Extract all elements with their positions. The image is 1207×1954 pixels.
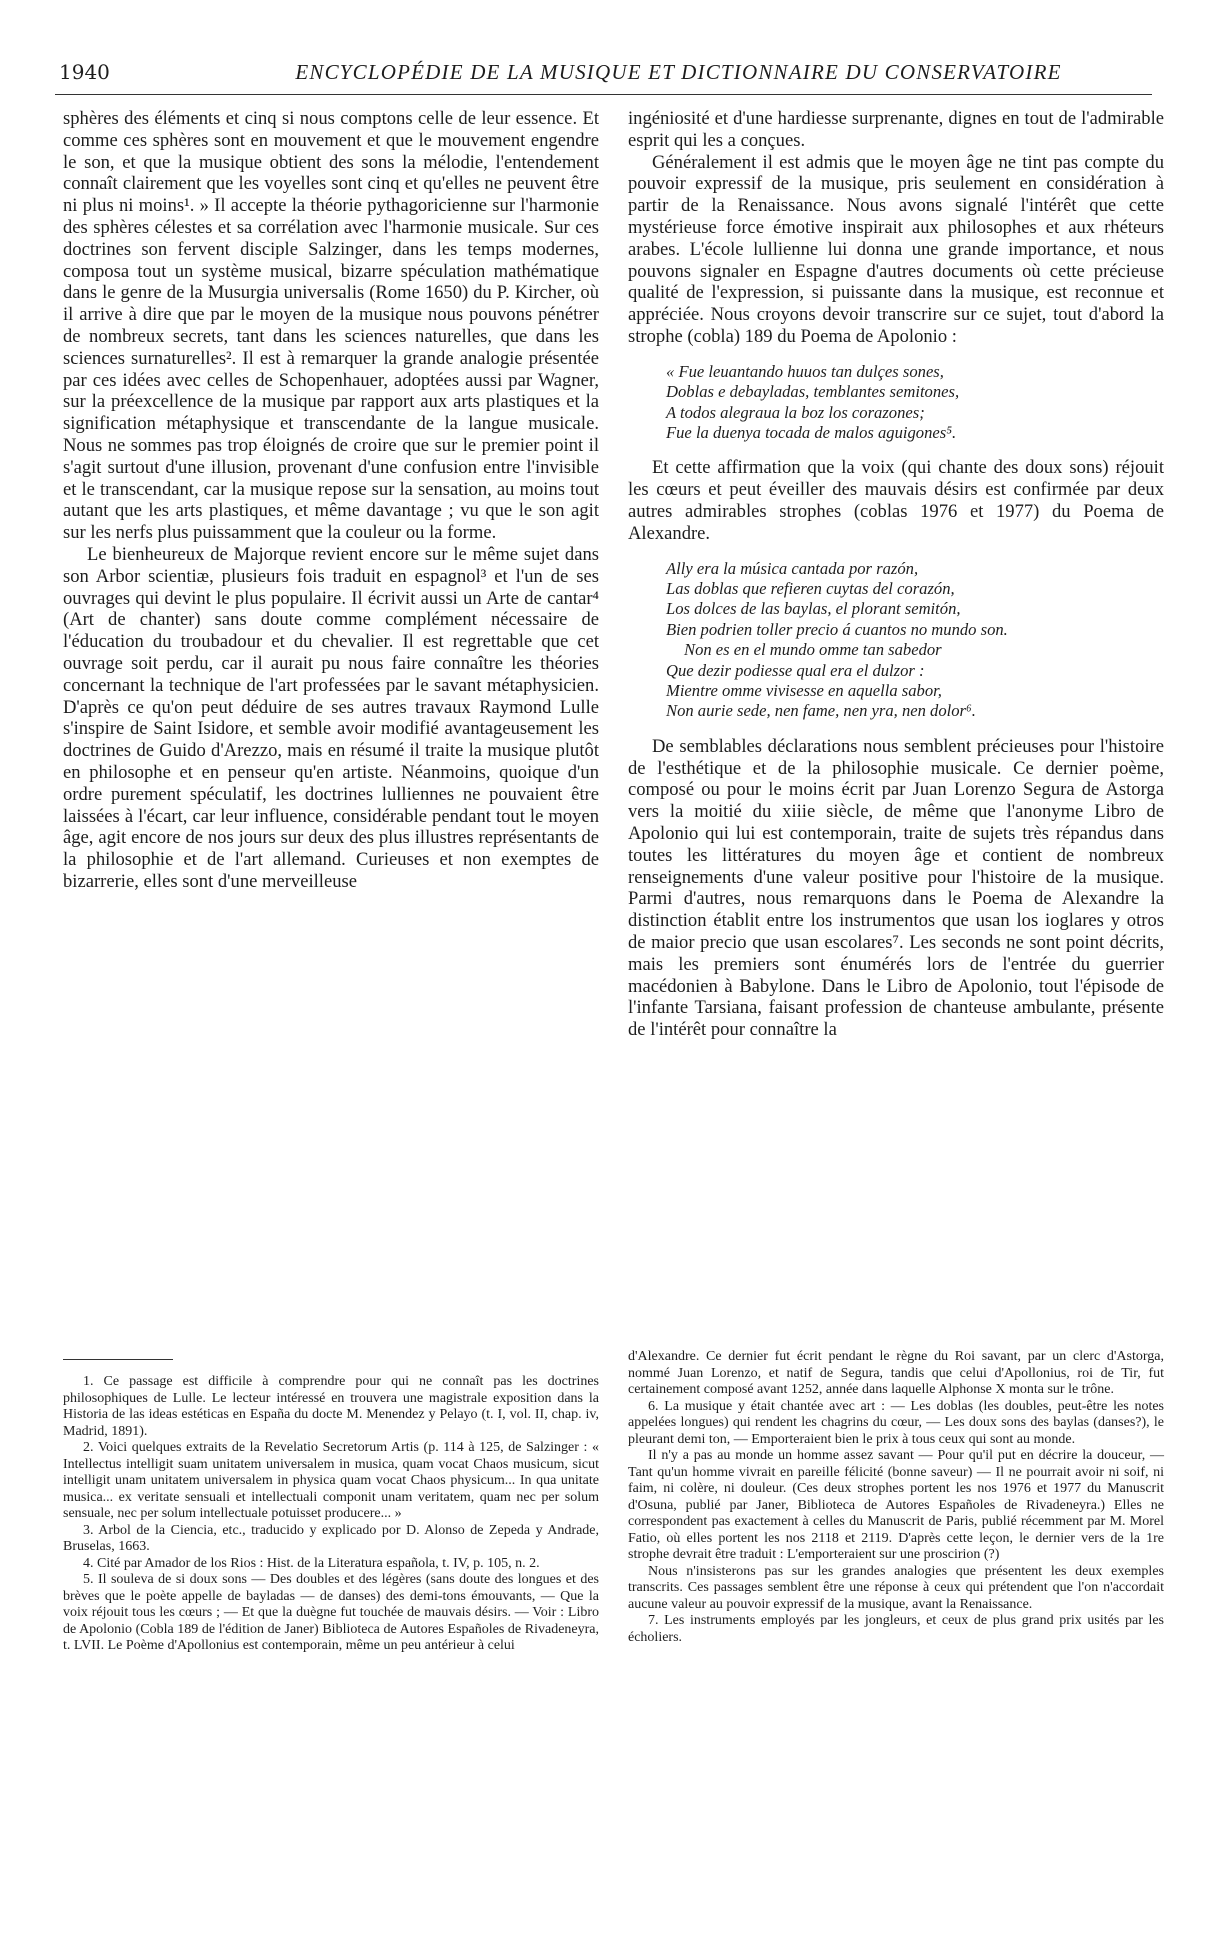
poem-line: Que dezir podiesse qual era el dulzor : — [666, 660, 925, 680]
poem-line: Non es en el mundo omme tan sabedor — [684, 640, 942, 660]
poem-line: A todos alegraua la boz los corazones; — [666, 402, 925, 422]
poem-apolonio — [666, 362, 1164, 444]
footnotes-right — [628, 1349, 1164, 1646]
page-number: 1940 — [59, 60, 110, 84]
paragraph: Le bienheureux de Majorque revient encore sur le même sujet dans son Arbor scientiæ, plusieurs fois traduit en espagnol³ et l'un de ses ouvrages qui devint le plus populaire. Il écrivit aussi un Arte de cantar⁴ (Art de chanter) sans doute comme complément nécessaire de l'éducation du troubadour et du chevalier. Il est regrettable que cet ouvrage soit perdu, car il aurait pu nous faire connaître les théories concernant la technique de l'art professées par le savant métaphysicien. D'après ce qu'on peut déduire de ses autres travaux Raymond Lulle s'inspire de Saint Isidore, et semble avoir modifié avantageusement les doctrines de Guido d'Arezzo, mais en résumé il traite la musique plutôt en philosophe et en penseur qu'en artiste. Néanmoins, quoique d'un ordre purement spéculatif, les doctrines lulliennes ne pouvaient être laissées à l'écart, car leur influence, considérable pendant tout le moyen âge, agit encore de nos jours sur deux des plus illustres représentants de la philosophie et de l'art allemand. Curieuses et non exemptes de bizarrerie, elles sont d'une merveilleuse — [63, 543, 599, 892]
footnote: 2. Voici quelques extraits de la Revelatio Secretorum Artis (p. 114 à 125, de Salzinger : « Intellectus intelligit suam unitatem universalem in musica, quam vocat Chaos musicum, sicut intelligit unam unitatem universalem in physica quam vocat Chaos physicum... In qua unitate musica... ex veritate sensuali et intellectuali componit unam veritatem, quam nec per solum sensuale, nec per solum intellectuale potuisset producere... » — [63, 1440, 599, 1521]
footnote: Il n'y a pas au monde un homme assez savant — Pour qu'il put en décrire la douceur, — Tant qu'un homme vivrait en pareille félicité (bonne saveur) — Il ne pourrait avoir ni soif, ni faim, ni colère, ni douleur. (Ces deux strophes portent les nos 1976 et 1977 du Manuscrit d'Osuna, publié par Janer, Biblioteca de Autores Españoles de Rivadeneyra.) Elles ne correspondent pas exactement à celles du Manuscrit de Paris, publié récemment par M. Morel Fatio, où elles portent les nos 2118 et 2119. D'après cette leçon, le dernier vers de la 1re strophe devrait être traduit : L'emporteraient sur une proscirion (?) — [628, 1448, 1164, 1562]
left-column — [63, 108, 599, 893]
poem-line: Mientre omme vivisesse en aquella sabor, — [666, 681, 942, 701]
footnote: 4. Cité par Amador de los Rios : Hist. de la Literatura española, t. IV, p. 105, n. 2. — [83, 1555, 540, 1571]
footnote: 7. Les instruments employés par les jongleurs, et ceux de plus grand prix usités par les écholiers. — [628, 1613, 1164, 1645]
paragraph: sphères des éléments et cinq si nous comptons celle de leur essence. Et comme ces sphères sont en mouvement et que le mouvement engendre le son, et que la musique obtient des sons la mélodie, l'entendement connaît clairement que les voyelles sont cinq et qu'elles ne peuvent être ni plus ni moins¹. » Il accepte la théorie pythagoricienne sur l'harmonie des sphères célestes et sa corrélation avec l'harmonie musicale. Sur ces doctrines son fervent disciple Salzinger, dans les temps modernes, composa tout un système musical, bizarre spéculation mathématique dans le genre de la Musurgia universalis (Rome 1650) du P. Kircher, où il arrive à dire que par le moyen de la musique nous pouvons pénétrer de nombreux secrets, tant dans les sciences naturelles, que dans les sciences surnaturelles². Il est à remarquer la grande analogie présentée par ces idées avec celles de Schopenhauer, adoptées aussi par Wagner, sur la préexcellence de la musique par rapport aux arts plastiques et la signification métaphysique et transcendante de la langue musicale. Nous ne sommes pas trop éloignés de croire que sur le premier point il s'agit surtout d'une illusion, provenant d'une confusion entre l'invisible et le transcendant, car la musique repose sur la sensation, au moins tout autant que les arts plastiques, et même davantage ; vu que le son agit sur les nerfs plus puissamment que la couleur ou la forme. — [63, 108, 599, 544]
poem-alexandre — [666, 559, 1164, 722]
poem-line: Fue la duenya tocada de malos aguigones⁵. — [666, 422, 957, 442]
footnote: 3. Arbol de la Ciencia, etc., traducido y explicado por D. Alonso de Zepeda y Andrade, Bruselas, 1663. — [63, 1522, 599, 1554]
poem-line: Las doblas que refieren cuytas del corazón, — [666, 578, 955, 598]
poem-line: Doblas e debayladas, temblantes semitones, — [666, 382, 960, 402]
paragraph: Généralement il est admis que le moyen âge ne tint pas compte du pouvoir expressif de la musique, pris seulement en considération à partir de la Renaissance. Nous avons signalé l'intérêt que cette mystérieuse force émotive inspirait aux philosophes et aux rhéteurs arabes. L'école lullienne lui donna une grande importance, et nous pouvons signaler en Espagne d'autres documents où cette précieuse qualité de l'expression, si puissante dans la musique, est reconnue et appréciée. Nous croyons devoir transcrire sur ce sujet, tout d'abord la strophe (cobla) 189 du Poema de Apolonio : — [628, 151, 1164, 347]
footnote: 1. Ce passage est difficile à comprendre pour qui ne connaît pas les doctrines philosophiques de Lulle. Le lecteur intéressé en trouvera une magistrale exposition dans la Historia de las ideas estéticas en España du docte M. Menendez y Pelayo (t. I, vol. II, chap. iv, Madrid, 1891). — [63, 1374, 599, 1439]
footnote: 6. La musique y était chantée avec art : — Les doblas (les doubles, peut-être les notes appelées longues) qui rendent les chagrins du cœur, — Les doux sons des baylas (danses?), le pleurant demi ton, — Emporteraient bien le prix à tous ceux qui sont au monde. — [628, 1398, 1164, 1447]
footnotes-left — [63, 1374, 599, 1655]
footnote: Nous n'insisterons pas sur les grandes analogies que présentent les deux exemples transcrits. Ces passages semblent être une réponse à ceux qui prétendent que l'on n'accordait aucune valeur au pouvoir expressif de la musique, avant la Renaissance. — [628, 1563, 1164, 1612]
footnote-rule — [63, 1359, 173, 1360]
page-header — [55, 58, 1152, 95]
right-column — [628, 108, 1164, 1041]
paragraph: De semblables déclarations nous semblent précieuses pour l'histoire de l'esthétique et de la philosophie musicale. Ce dernier poème, composé ou pour le moins écrit par Juan Lorenzo Segura de Astorga vers la moitié du xiiie siècle, de même que l'anonyme Libro de Apolonio qui lui est contemporain, traite de sujets très répandus dans toutes les littératures du moyen âge et contient de nombreux renseignements d'une valeur positive pour l'histoire de la musique. Parmi d'autres, nous remarquons dans le Poema de Alexandre la distinction établit entre los instrumentos que usan los ioglares y otros de maior precio que usan escolares⁷. Les seconds ne sont point décrits, mais les premiers sont énumérés lors de l'entrée du guerrier macédonien à Babylone. Dans le Libro de Apolonio, tout l'épisode de l'infante Tarsiana, faisant profession de chanteuse ambulante, présente de l'intérêt pour connaître la — [628, 735, 1164, 1041]
poem-line: Los dolces de las baylas, el plorant semitón, — [666, 599, 961, 619]
paragraph: Et cette affirmation que la voix (qui chante des doux sons) réjouit les cœurs et peut éveiller des mauvais désirs est confirmée par deux autres admirables strophes (coblas 1976 et 1977) du Poema de Alexandre. — [628, 457, 1164, 544]
footnote: d'Alexandre. Ce dernier fut écrit pendant le règne du Roi savant, par un clerc d'Astorga, nommé Juan Lorenzo, et natif de Segura, tandis que celui d'Apollonius, roi de Tir, fut certainement composé avant 1252, année dans laquelle Alphonse X monta sur le trône. — [628, 1349, 1164, 1397]
poem-line: Ally era la música cantada por razón, — [666, 558, 919, 578]
footnote: 5. Il souleva de si doux sons — Des doubles et des légères (sans doute des longues et des brèves que le poète appelle de bayladas — de danses) des demi-tons émouvants, — Que la voix réjouit tous les cœurs ; — Et que la duègne fut touchée de mauvais désirs. — Voir : Libro de Apolonio (Cobla 189 de l'édition de Janer) Biblioteca de Autores Españoles de Rivadeneyra, t. LVII. Le Poème d'Apollonius est contemporain, même un peu antérieur à celui — [63, 1572, 599, 1653]
running-title: ENCYCLOPÉDIE DE LA MUSIQUE ET DICTIONNAIRE DU CONSERVATOIRE — [295, 60, 1062, 84]
paragraph: ingéniosité et d'une hardiesse surprenante, dignes en tout de l'admirable esprit qui les a conçues. — [628, 108, 1164, 151]
poem-line: « Fue leuantando huuos tan dulçes sones, — [666, 361, 944, 381]
poem-line: Bien podrien toller precio á cuantos no mundo son. — [666, 619, 1008, 639]
poem-line: Non aurie sede, nen fame, nen yra, nen dolor⁶. — [666, 701, 976, 721]
